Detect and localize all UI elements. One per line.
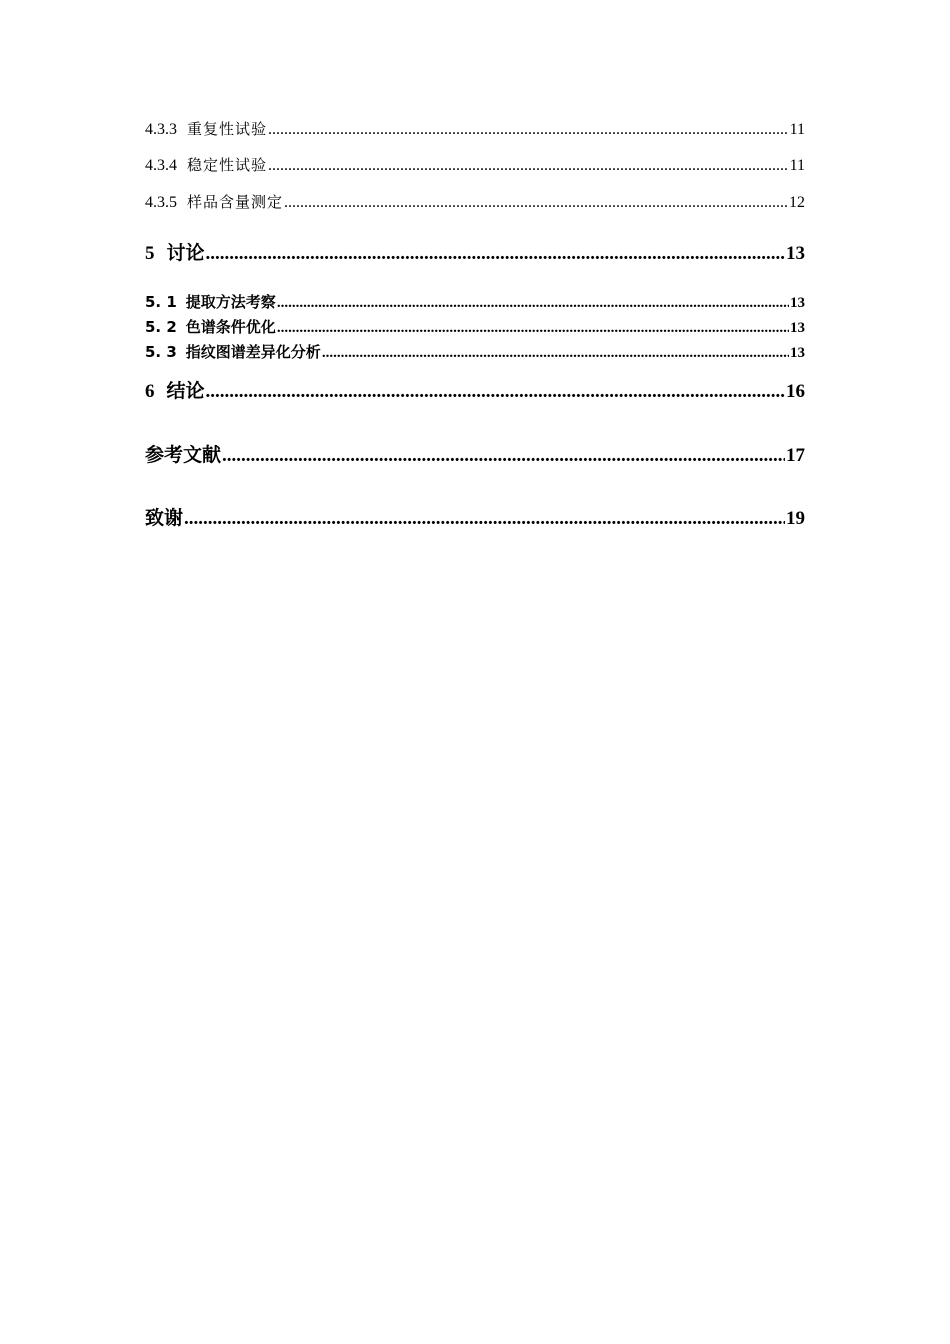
toc-entry-chapter-6[interactable] [145, 376, 805, 403]
toc-entry-page: 12 [789, 194, 805, 211]
toc-entry-title: 提取方法考察 [185, 293, 276, 311]
toc-entry-title: 结论 [166, 380, 205, 402]
toc-dot-leader [322, 345, 789, 362]
toc-entry-chapter-5[interactable] [145, 238, 805, 265]
toc-entry-number: 6 [145, 381, 155, 402]
toc-entry-page: 17 [786, 445, 805, 466]
toc-entry-number: 5 [145, 243, 155, 264]
toc-entry-number: 4.3.3 [145, 121, 177, 138]
toc-entry-number: 5. 3 [145, 343, 177, 361]
toc-entry-title: 色谱条件优化 [185, 318, 276, 336]
toc-entry-number: 5. 2 [145, 318, 177, 336]
toc-dot-leader [277, 320, 789, 337]
toc-entry-page: 13 [790, 320, 805, 336]
toc-dot-leader [206, 381, 785, 403]
toc-entry-title: 重复性试验 [187, 120, 268, 138]
toc-entry-5-1[interactable] [145, 291, 805, 312]
toc-entry-page: 11 [789, 157, 805, 174]
toc-entry-title: 致谢 [145, 507, 184, 529]
toc-entry-title: 讨论 [166, 242, 205, 264]
toc-entry-number: 5. 1 [145, 293, 177, 311]
toc-entry-title: 参考文献 [145, 444, 222, 466]
toc-entry-5-3[interactable] [145, 341, 805, 362]
toc-entry-page: 16 [786, 381, 805, 402]
toc-dot-leader [284, 194, 788, 212]
toc-entry-references[interactable] [145, 440, 805, 467]
toc-entry-number: 4.3.5 [145, 194, 177, 211]
toc-dot-leader [184, 508, 785, 530]
toc-dot-leader [268, 121, 789, 139]
toc-dot-leader [206, 243, 785, 265]
toc-entry-page: 11 [789, 121, 805, 138]
toc-entry-page: 13 [790, 345, 805, 361]
toc-entry-title: 指纹图谱差异化分析 [185, 343, 321, 361]
toc-entry-title: 稳定性试验 [187, 156, 268, 174]
toc-entry-title: 样品含量测定 [187, 193, 284, 211]
toc-entry-4-3-5[interactable] [145, 191, 805, 212]
toc-dot-leader [268, 157, 789, 175]
toc-dot-leader [277, 295, 789, 312]
toc-entry-4-3-4[interactable] [145, 154, 805, 175]
toc-entry-page: 13 [790, 295, 805, 311]
toc-entry-5-2[interactable] [145, 316, 805, 337]
toc-entry-4-3-3[interactable] [145, 118, 805, 139]
toc-entry-page: 19 [786, 508, 805, 529]
toc-entry-number: 4.3.4 [145, 157, 177, 174]
toc-entry-acknowledgements[interactable] [145, 503, 805, 530]
toc-dot-leader [222, 445, 785, 467]
toc-entry-page: 13 [786, 243, 805, 264]
